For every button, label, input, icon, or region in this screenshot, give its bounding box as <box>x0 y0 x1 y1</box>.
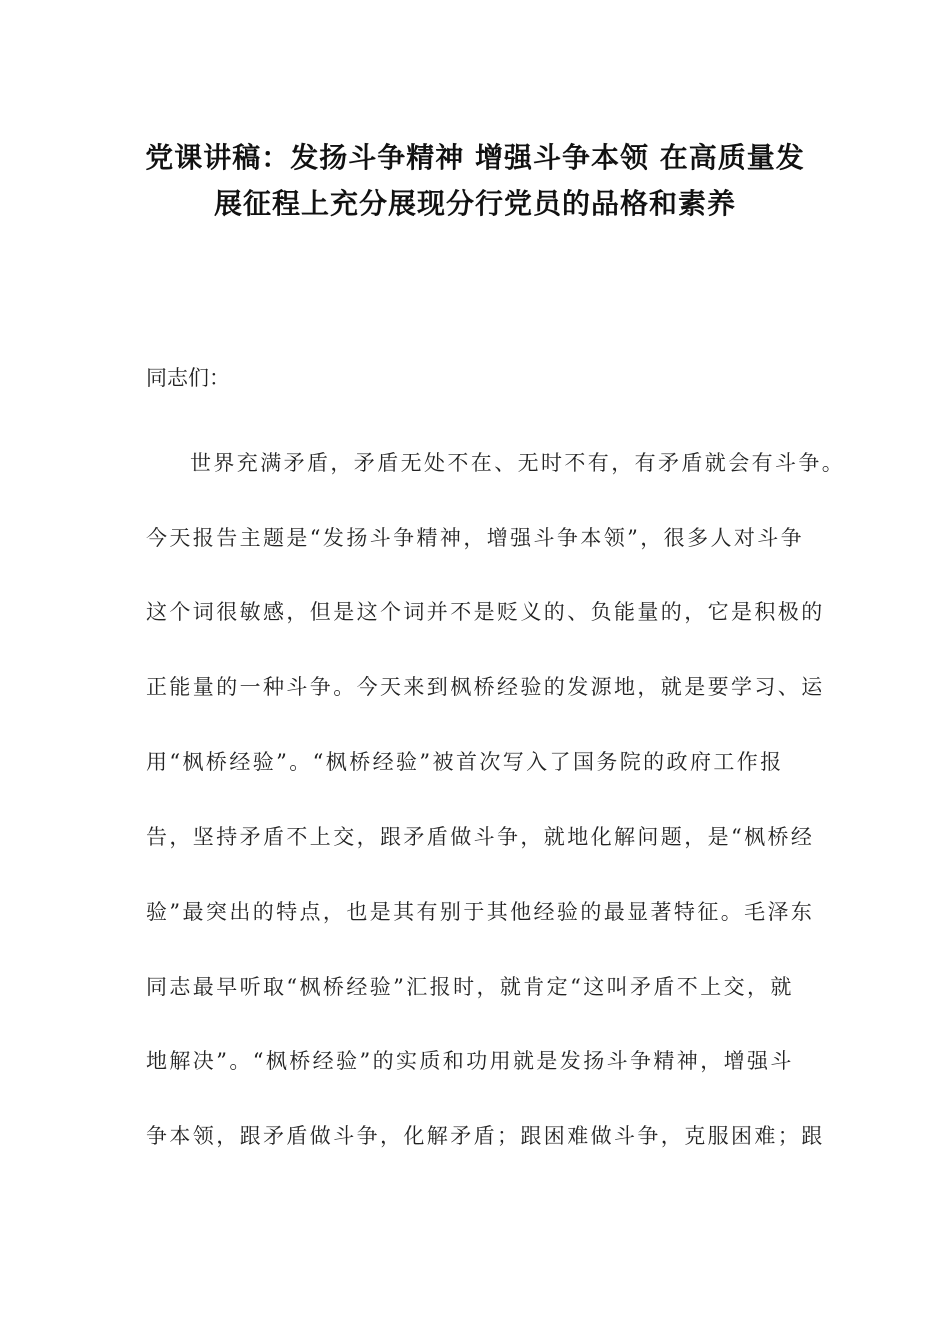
paragraph-line: 争本领，跟矛盾做斗争，化解矛盾；跟困难做斗争，克服困难；跟 <box>146 1124 825 1148</box>
document-title-line-2: 展征程上充分展现分行党员的品格和素养 <box>213 187 736 220</box>
paragraph-line: 同志最早听取“枫桥经验”汇报时，就肯定“这叫矛盾不上交，就 <box>146 975 794 999</box>
paragraph-line: 地解决”。“枫桥经验”的实质和功用就是发扬斗争精神，增强斗 <box>146 1049 794 1073</box>
paragraph-line: 世界充满矛盾，矛盾无处不在、无时不有，有矛盾就会有斗争。 <box>190 451 846 475</box>
paragraph-line: 正能量的一种斗争。今天来到枫桥经验的发源地，就是要学习、运 <box>146 675 825 699</box>
salutation: 同志们： <box>146 366 230 390</box>
paragraph-line: 告，坚持矛盾不上交，跟矛盾做斗争，就地化解问题，是“枫桥经 <box>146 825 815 849</box>
paragraph-line: 验”最突出的特点，也是其有别于其他经验的最显著特征。毛泽东 <box>146 900 815 924</box>
paragraph-line: 这个词很敏感，但是这个词并不是贬义的、负能量的，它是积极的 <box>146 600 825 624</box>
document-title-line-1: 党课讲稿：发扬斗争精神 增强斗争本领 在高质量发 <box>145 141 805 174</box>
paragraph-line: 今天报告主题是“发扬斗争精神，增强斗争本领”，很多人对斗争 <box>146 526 805 550</box>
paragraph-line: 用“枫桥经验”。“枫桥经验”被首次写入了国务院的政府工作报 <box>146 750 784 774</box>
